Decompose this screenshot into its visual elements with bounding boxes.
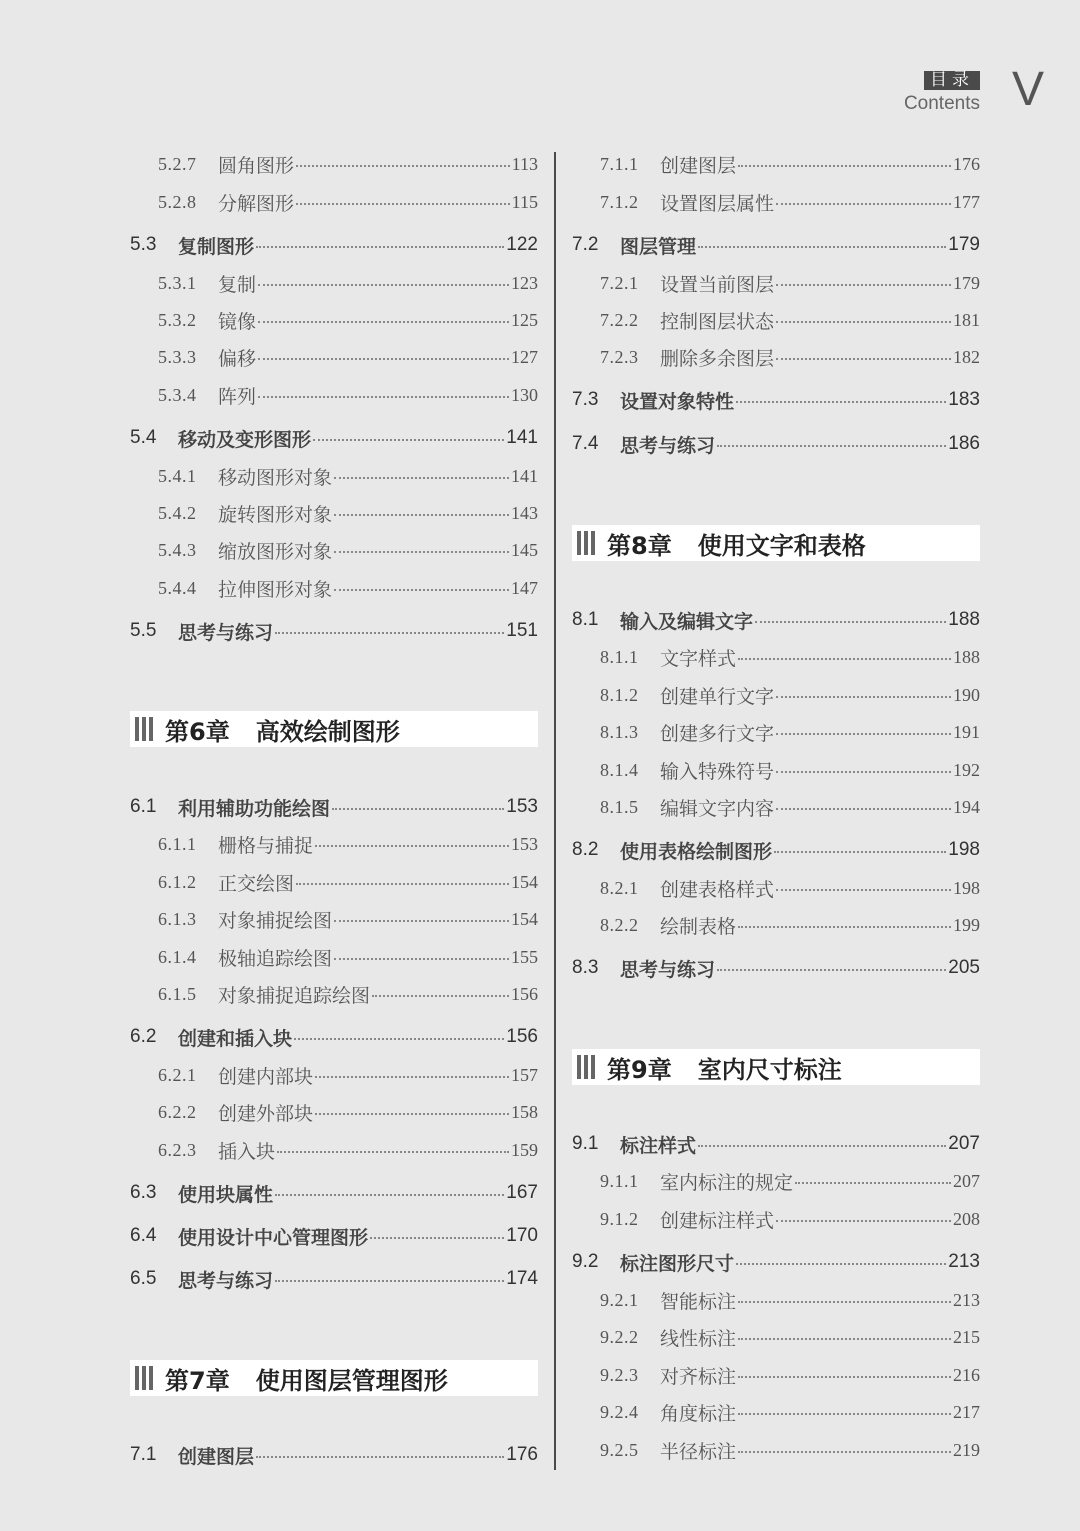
toc-section-entry[interactable] [572,835,980,865]
entry-number: 7.1.2 [600,191,639,212]
entry-number: 7.2.3 [600,346,639,367]
entry-title: 旋转图形对象 [218,503,333,526]
entry-number: 7.2.2 [600,309,639,330]
entry-number: 8.1.2 [600,684,639,705]
entry-page-number: 215 [953,1326,980,1347]
toc-subsection-entry[interactable] [572,1204,980,1234]
entry-page-number: 179 [953,272,980,293]
entry-title: 设置图层属性 [660,192,775,215]
toc-subsection-entry[interactable] [130,1135,538,1165]
entry-page-number: 188 [948,609,980,630]
chapter-bars-icon [577,531,597,555]
entry-title: 移动及变形图形 [178,428,312,451]
dot-leader [296,883,509,885]
toc-subsection-entry[interactable] [572,642,980,672]
entry-title: 图层管理 [620,235,697,258]
entry-number: 6.1.2 [158,871,197,892]
entry-title: 绘制表格 [660,915,737,938]
dot-leader [738,1338,951,1340]
entry-page-number: 113 [511,153,538,174]
dot-leader [258,284,509,286]
page-header [840,70,980,115]
entry-title: 室内标注的规定 [660,1171,794,1194]
dot-leader [296,165,510,167]
chapter-number: 第8章 [607,531,672,560]
toc-subsection-entry[interactable] [572,1322,980,1352]
entry-title: 创建单行文字 [660,685,775,708]
dot-leader [776,321,951,323]
entry-page-number: 153 [506,796,538,817]
entry-number: 8.2.1 [600,877,639,898]
entry-page-number: 156 [506,1026,538,1047]
toc-subsection-entry[interactable] [572,268,980,298]
entry-page-number: 216 [953,1364,980,1385]
entry-page-number: 198 [953,877,980,898]
dot-leader [372,995,509,997]
toc-section-entry[interactable] [572,230,980,260]
entry-title: 思考与练习 [178,621,274,644]
dot-leader [776,889,951,891]
dot-leader [275,1280,504,1282]
chapter-number: 第9章 [607,1055,672,1084]
toc-subsection-entry[interactable] [572,1285,980,1315]
entry-title: 拉伸图形对象 [218,578,333,601]
entry-number: 5.5 [130,620,157,641]
toc-subsection-entry[interactable] [572,1360,980,1390]
toc-subsection-entry[interactable] [130,535,538,565]
entry-title: 复制图形 [178,235,255,258]
entry-title: 文字样式 [660,647,737,670]
chapter-heading[interactable] [130,1360,538,1396]
entry-page-number: 170 [506,1225,538,1246]
entry-title: 对象捕捉绘图 [218,909,333,932]
dot-leader [698,246,946,248]
toc-subsection-entry[interactable] [130,187,538,217]
dot-leader [738,1413,951,1415]
entry-number: 6.1 [130,796,157,817]
entry-page-number: 177 [953,191,980,212]
entry-page-number: 174 [506,1268,538,1289]
entry-page-number: 123 [511,272,538,293]
entry-page-number: 115 [511,191,538,212]
entry-page-number: 151 [506,620,538,641]
entry-title: 利用辅助功能绘图 [178,797,331,820]
toc-section-entry[interactable] [130,1440,538,1470]
toc-subsection-entry[interactable] [572,717,980,747]
entry-title: 删除多余图层 [660,347,775,370]
toc-section-entry[interactable] [130,1022,538,1052]
toc-subsection-entry[interactable] [130,829,538,859]
entry-title: 标注样式 [620,1134,697,1157]
toc-subsection-entry[interactable] [130,268,538,298]
toc-subsection-entry[interactable] [130,380,538,410]
entry-number: 5.2.8 [158,191,197,212]
toc-subsection-entry[interactable] [130,1060,538,1090]
column-divider [554,152,556,1470]
entry-title: 使用表格绘制图形 [620,840,773,863]
entry-page-number: 176 [953,153,980,174]
entry-title: 创建内部块 [218,1065,314,1088]
contents-badge: 目录 [924,71,980,90]
dot-leader [258,321,509,323]
toc-section-entry[interactable] [130,1178,538,1208]
dot-leader [698,1145,946,1147]
dot-leader [776,1220,951,1222]
entry-number: 6.2.3 [158,1139,197,1160]
toc-subsection-entry[interactable] [130,867,538,897]
toc-section-entry[interactable] [130,1264,538,1294]
entry-title: 标注图形尺寸 [620,1252,735,1275]
entry-page-number: 190 [953,684,980,705]
entry-number: 6.4 [130,1225,157,1246]
entry-number: 8.2.2 [600,914,639,935]
toc-section-entry[interactable] [572,1247,980,1277]
entry-title: 复制 [218,273,257,296]
entry-page-number: 207 [953,1170,980,1191]
entry-number: 5.4.1 [158,465,197,486]
dot-leader [717,969,946,971]
toc-subsection-entry[interactable] [130,1097,538,1127]
dot-leader [755,621,946,623]
toc-subsection-entry[interactable] [130,942,538,972]
entry-number: 8.1.3 [600,721,639,742]
dot-leader [334,514,509,516]
entry-page-number: 145 [511,539,538,560]
chapter-title: 使用图层管理图形 [255,1366,448,1395]
dot-leader [738,165,951,167]
entry-page-number: 186 [948,433,980,454]
toc-section-entry[interactable] [130,616,538,646]
dot-leader [256,246,504,248]
entry-number: 5.3.4 [158,384,197,405]
entry-title: 半径标注 [660,1440,737,1463]
entry-number: 8.1.4 [600,759,639,780]
dot-leader [738,1376,951,1378]
entry-number: 5.4 [130,427,157,448]
entry-title: 正交绘图 [218,872,295,895]
entry-page-number: 182 [953,346,980,367]
entry-number: 9.1.2 [600,1208,639,1229]
entry-number: 9.1 [572,1133,599,1154]
dot-leader [334,958,509,960]
entry-title: 设置当前图层 [660,273,775,296]
dot-leader [776,771,951,773]
entry-title: 思考与练习 [620,434,716,457]
dot-leader [776,733,951,735]
entry-page-number: 194 [953,796,980,817]
entry-page-number: 153 [511,833,538,854]
entry-number: 6.3 [130,1182,157,1203]
dot-leader [776,203,951,205]
entry-number: 7.2.1 [600,272,639,293]
entry-title: 偏移 [218,347,257,370]
entry-number: 8.1.5 [600,796,639,817]
entry-page-number: 176 [506,1444,538,1465]
entry-page-number: 125 [511,309,538,330]
entry-page-number: 127 [511,346,538,367]
toc-subsection-entry[interactable] [130,979,538,1009]
entry-page-number: 213 [948,1251,980,1272]
chapter-bars-icon [135,1366,155,1390]
toc-subsection-entry[interactable] [572,792,980,822]
dot-leader [315,845,509,847]
toc-subsection-entry[interactable] [572,680,980,710]
entry-number: 9.2.3 [600,1364,639,1385]
entry-number: 6.2 [130,1026,157,1047]
dot-leader [776,358,951,360]
dot-leader [795,1182,951,1184]
dot-leader [370,1237,504,1239]
toc-subsection-entry[interactable] [572,342,980,372]
entry-page-number: 217 [953,1401,980,1422]
entry-number: 9.2.2 [600,1326,639,1347]
entry-page-number: 198 [948,839,980,860]
entry-title: 使用块属性 [178,1183,274,1206]
dot-leader [258,358,509,360]
entry-title: 插入块 [218,1140,276,1163]
entry-number: 6.1.5 [158,983,197,1004]
toc-section-entry[interactable] [130,423,538,453]
dot-leader [294,1038,504,1040]
entry-number: 7.1.1 [600,153,639,174]
toc-subsection-entry[interactable] [130,149,538,179]
entry-page-number: 154 [511,871,538,892]
entry-title: 栅格与捕捉 [218,834,314,857]
entry-page-number: 183 [948,389,980,410]
entry-number: 5.2.7 [158,153,197,174]
entry-page-number: 122 [506,234,538,255]
entry-title: 创建表格样式 [660,878,775,901]
dot-leader [315,1076,509,1078]
entry-number: 6.5 [130,1268,157,1289]
entry-number: 6.1.1 [158,833,197,854]
entry-title: 线性标注 [660,1327,737,1350]
entry-number: 5.3.2 [158,309,197,330]
entry-number: 6.1.3 [158,908,197,929]
toc-section-entry[interactable] [130,792,538,822]
dot-leader [334,551,509,553]
dot-leader [332,808,504,810]
entry-number: 5.4.2 [158,502,197,523]
entry-page-number: 156 [511,983,538,1004]
toc-subsection-entry[interactable] [130,573,538,603]
dot-leader [738,1301,951,1303]
page-number: V [1012,63,1045,116]
entry-page-number: 147 [511,577,538,598]
entry-title: 创建和插入块 [178,1027,293,1050]
dot-leader [776,696,951,698]
entry-number: 6.1.4 [158,946,197,967]
entry-title: 思考与练习 [620,958,716,981]
entry-number: 9.2 [572,1251,599,1272]
toc-subsection-entry[interactable] [572,1435,980,1465]
entry-page-number: 179 [948,234,980,255]
toc-section-entry[interactable] [130,1221,538,1251]
entry-page-number: 130 [511,384,538,405]
dot-leader [717,445,946,447]
entry-title: 极轴追踪绘图 [218,947,333,970]
entry-number: 6.2.2 [158,1101,197,1122]
toc-subsection-entry[interactable] [572,910,980,940]
contents-subtitle: Contents [903,93,980,114]
entry-number: 8.2 [572,839,599,860]
chapter-title: 使用文字和表格 [697,531,866,560]
toc-section-entry[interactable] [572,385,980,415]
entry-number: 8.1.1 [600,646,639,667]
entry-page-number: 167 [506,1182,538,1203]
toc-subsection-entry[interactable] [572,1397,980,1427]
chapter-title: 高效绘制图形 [255,717,400,746]
dot-leader [256,1456,504,1458]
entry-number: 5.3.1 [158,272,197,293]
dot-leader [277,1151,509,1153]
toc-subsection-entry[interactable] [572,755,980,785]
entry-title: 圆角图形 [218,154,295,177]
entry-number: 9.2.1 [600,1289,639,1310]
toc-subsection-entry[interactable] [130,498,538,528]
dot-leader [275,632,504,634]
toc-subsection-entry[interactable] [130,461,538,491]
entry-title: 创建标注样式 [660,1209,775,1232]
entry-title: 使用设计中心管理图形 [178,1226,369,1249]
toc-subsection-entry[interactable] [572,187,980,217]
entry-page-number: 157 [511,1064,538,1085]
entry-number: 5.3 [130,234,157,255]
entry-title: 输入及编辑文字 [620,610,754,633]
toc-section-entry[interactable] [572,953,980,983]
entry-title: 控制图层状态 [660,310,775,333]
entry-number: 9.1.1 [600,1170,639,1191]
dot-leader [258,396,509,398]
entry-page-number: 188 [953,646,980,667]
entry-number: 7.3 [572,389,599,410]
chapter-number: 第7章 [165,1366,230,1395]
toc-subsection-entry[interactable] [130,904,538,934]
toc-subsection-entry[interactable] [130,305,538,335]
entry-title: 移动图形对象 [218,466,333,489]
dot-leader [275,1194,504,1196]
entry-number: 7.2 [572,234,599,255]
entry-page-number: 205 [948,957,980,978]
chapter-heading[interactable] [130,711,538,747]
entry-page-number: 213 [953,1289,980,1310]
entry-page-number: 141 [511,465,538,486]
entry-number: 5.4.4 [158,577,197,598]
entry-number: 5.3.3 [158,346,197,367]
chapter-title: 室内尺寸标注 [697,1055,842,1084]
entry-page-number: 199 [953,914,980,935]
chapter-bars-icon [577,1055,597,1079]
entry-title: 缩放图形对象 [218,540,333,563]
toc-section-entry[interactable] [572,605,980,635]
entry-title: 创建多行文字 [660,722,775,745]
entry-title: 设置对象特性 [620,390,735,413]
entry-title: 镜像 [218,310,257,333]
entry-title: 创建图层 [660,154,737,177]
chapter-heading[interactable] [572,525,980,561]
toc-subsection-entry[interactable] [130,342,538,372]
dot-leader [736,1263,946,1265]
entry-number: 7.4 [572,433,599,454]
toc-section-entry[interactable] [572,1129,980,1159]
dot-leader [296,203,510,205]
entry-page-number: 159 [511,1139,538,1160]
entry-number: 5.4.3 [158,539,197,560]
entry-title: 分解图形 [218,192,295,215]
entry-page-number: 141 [506,427,538,448]
toc-section-entry[interactable] [130,230,538,260]
toc-section-entry[interactable] [572,429,980,459]
toc-subsection-entry[interactable] [572,1166,980,1196]
entry-page-number: 191 [953,721,980,742]
entry-number: 6.2.1 [158,1064,197,1085]
entry-page-number: 219 [953,1439,980,1460]
entry-page-number: 158 [511,1101,538,1122]
entry-number: 9.2.5 [600,1439,639,1460]
entry-page-number: 154 [511,908,538,929]
entry-title: 编辑文字内容 [660,797,775,820]
dot-leader [776,284,951,286]
toc-subsection-entry[interactable] [572,873,980,903]
chapter-number: 第6章 [165,717,230,746]
dot-leader [776,808,951,810]
dot-leader [315,1113,509,1115]
entry-page-number: 143 [511,502,538,523]
entry-number: 8.3 [572,957,599,978]
entry-number: 9.2.4 [600,1401,639,1422]
entry-title: 创建外部块 [218,1102,314,1125]
entry-title: 思考与练习 [178,1269,274,1292]
dot-leader [334,589,509,591]
entry-page-number: 181 [953,309,980,330]
entry-title: 创建图层 [178,1445,255,1468]
entry-page-number: 207 [948,1133,980,1154]
chapter-heading[interactable] [572,1049,980,1085]
entry-title: 阵列 [218,385,257,408]
entry-number: 7.1 [130,1444,157,1465]
dot-leader [774,851,946,853]
entry-title: 对象捕捉追踪绘图 [218,984,371,1007]
dot-leader [313,439,504,441]
entry-number: 8.1 [572,609,599,630]
entry-title: 对齐标注 [660,1365,737,1388]
entry-page-number: 208 [953,1208,980,1229]
dot-leader [738,926,951,928]
dot-leader [736,401,946,403]
toc-subsection-entry[interactable] [572,149,980,179]
entry-page-number: 155 [511,946,538,967]
entry-title: 智能标注 [660,1290,737,1313]
dot-leader [738,1451,951,1453]
dot-leader [738,658,951,660]
entry-title: 输入特殊符号 [660,760,775,783]
dot-leader [334,477,509,479]
dot-leader [334,920,509,922]
chapter-bars-icon [135,717,155,741]
entry-title: 角度标注 [660,1402,737,1425]
toc-subsection-entry[interactable] [572,305,980,335]
entry-page-number: 192 [953,759,980,780]
